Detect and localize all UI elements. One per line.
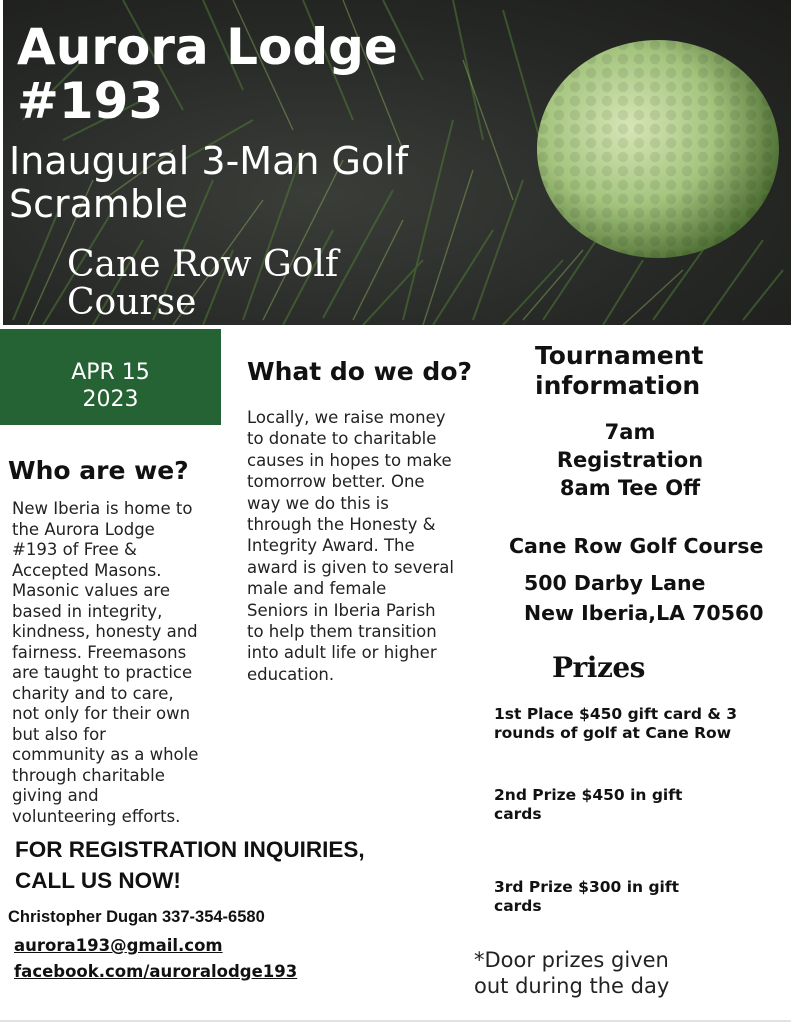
event-date-badge	[0, 329, 221, 425]
tournament-heading	[535, 341, 765, 401]
second-prize-line1: 2nd Prize $450 in gift	[494, 786, 683, 804]
time-line3: 8am Tee Off	[559, 476, 701, 500]
who-line: but also for	[12, 724, 106, 744]
lodge-title	[17, 20, 398, 128]
door-line1: *Door prizes given	[474, 948, 669, 972]
second-prize-line2: cards	[494, 805, 542, 823]
event-subtitle-line1: Inaugural 3-Man Golf	[9, 139, 409, 183]
golf-ball-icon	[535, 38, 781, 260]
third-prize-line1: 3rd Prize $300 in gift	[494, 878, 680, 896]
registration-callout	[15, 834, 365, 896]
third-prize	[494, 878, 754, 916]
what-line: award is given to several	[247, 557, 454, 577]
who-line: New Iberia is home to	[12, 499, 193, 518]
contact-phone: Christopher Dugan 337-354-6580	[8, 908, 265, 926]
event-subtitle-line2: Scramble	[9, 182, 188, 226]
what-line: education.	[247, 664, 335, 684]
prizes-heading: Prizes	[552, 651, 645, 684]
what-line: to donate to charitable	[247, 429, 437, 449]
who-line: kindness, honesty and	[12, 622, 198, 641]
what-line: into adult life or higher	[247, 643, 437, 663]
venue-line2: Course	[67, 282, 197, 323]
first-prize	[494, 705, 779, 743]
who-line: are taught to practice	[12, 663, 193, 682]
who-line: Accepted Masons.	[12, 560, 162, 580]
bottom-divider	[0, 1020, 791, 1022]
who-line: through charitable	[12, 765, 165, 785]
lodge-title-line1: Aurora Lodge	[17, 18, 398, 76]
what-line: through the Honesty &	[247, 515, 436, 535]
door-line2: out during the day	[474, 974, 670, 998]
tournament-times	[520, 418, 740, 502]
who-line: the Aurora Lodge	[12, 519, 155, 539]
what-description	[247, 407, 499, 685]
first-prize-line2: rounds of golf at Cane Row	[494, 724, 732, 742]
who-line: charity and to care,	[12, 683, 174, 703]
first-prize-line1: 1st Place $450 gift card & 3	[494, 705, 738, 723]
what-line: to help them transition	[247, 622, 437, 642]
address-line1: 500 Darby Lane	[524, 571, 706, 595]
what-line: causes in hopes to make	[247, 450, 452, 470]
what-heading: What do we do?	[247, 357, 472, 386]
hero-banner	[3, 0, 791, 325]
tournament-heading-line2: information	[535, 371, 701, 400]
who-heading: Who are we?	[8, 456, 189, 485]
lodge-title-line2: #193	[17, 72, 164, 130]
course-address	[524, 568, 763, 628]
tournament-heading-line1: Tournament	[535, 341, 704, 370]
address-line2: New Iberia,LA 70560	[524, 601, 764, 625]
second-prize	[494, 786, 754, 824]
event-date-day: APR 15	[71, 360, 150, 385]
who-line: volunteering efforts.	[12, 806, 181, 826]
what-line: Integrity Award. The	[247, 536, 415, 556]
who-line: not only for their own	[12, 704, 191, 723]
who-description	[12, 499, 232, 827]
registration-line2: CALL US NOW!	[15, 868, 181, 893]
what-line: way we do this is	[247, 493, 389, 513]
who-line: Masonic values are	[12, 581, 170, 600]
who-line: giving and	[12, 786, 99, 805]
time-line1: 7am	[604, 420, 656, 444]
facebook-link[interactable]: facebook.com/auroralodge193	[14, 962, 298, 981]
event-subtitle	[9, 140, 479, 226]
email-link[interactable]: aurora193@gmail.com	[14, 936, 223, 955]
who-line: #193 of Free &	[12, 540, 137, 559]
registration-line1: FOR REGISTRATION INQUIRIES,	[15, 837, 365, 862]
door-prizes-note	[474, 947, 734, 999]
who-line: based in integrity,	[12, 601, 163, 621]
venue-line1: Cane Row Golf	[67, 244, 339, 285]
time-line2: Registration	[556, 448, 704, 472]
what-line: tomorrow better. One	[247, 472, 425, 492]
event-date-year: 2023	[82, 387, 139, 412]
what-line: Locally, we raise money	[247, 408, 446, 427]
course-name: Cane Row Golf Course	[509, 534, 764, 558]
what-line: Seniors in Iberia Parish	[247, 600, 436, 620]
venue-name	[67, 246, 387, 322]
what-line: male and female	[247, 579, 387, 599]
who-line: community as a whole	[12, 745, 199, 764]
who-line: fairness. Freemasons	[12, 642, 187, 662]
third-prize-line2: cards	[494, 897, 542, 915]
